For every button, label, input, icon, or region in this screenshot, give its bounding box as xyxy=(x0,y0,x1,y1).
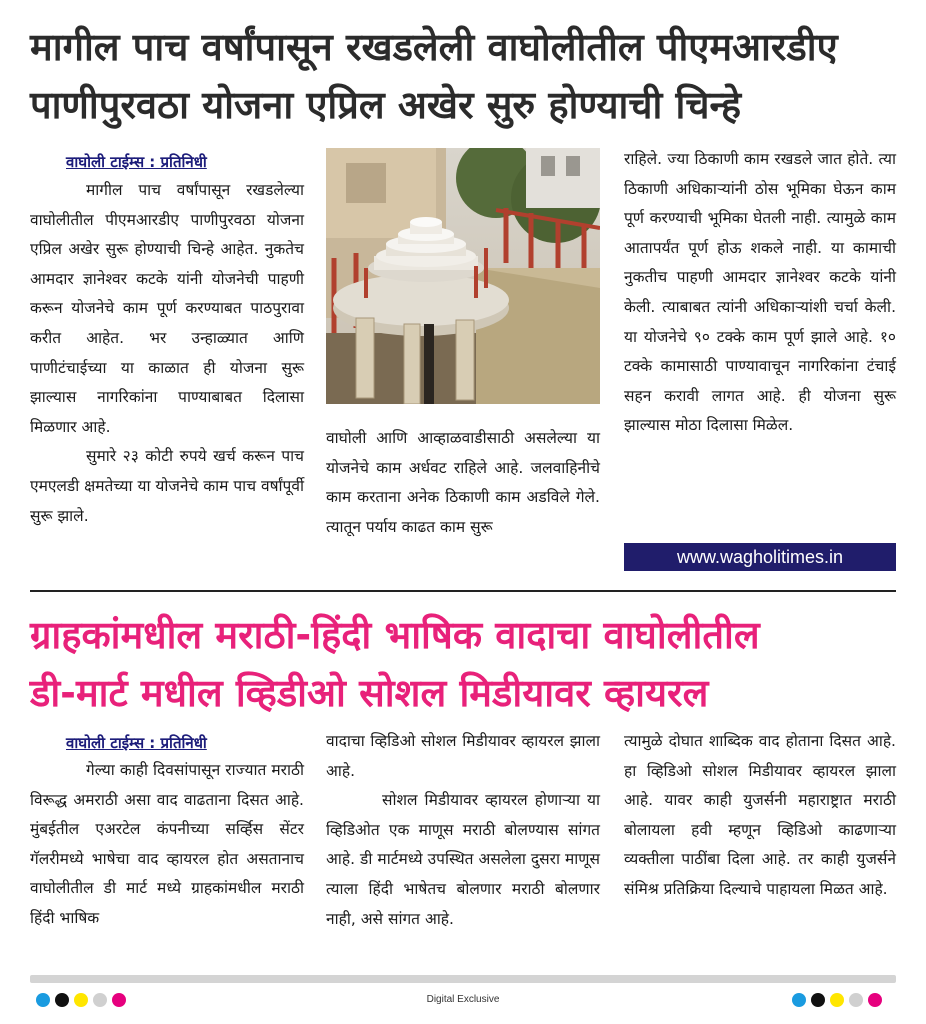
footer-bar xyxy=(30,975,896,983)
article2-headline-line1: ग्राहकांमधील मराठी-हिंदी भाषिक वादाचा वाघोलीतील xyxy=(30,613,760,657)
color-dot xyxy=(792,993,806,1007)
footer-label: Digital Exclusive xyxy=(426,994,500,1005)
water-tank-photo xyxy=(326,148,600,404)
color-dot xyxy=(849,993,863,1007)
article2-col2-paragraph2: सोशल मिडीयावर व्हायरल होणाऱ्या या व्हिडिओत एक माणूस मराठी बोलण्यास सांगत आहे. डी मार्टमध्ये उपस्थित असलेला दुसरा माणूस त्याला हिंदी भाषेतच बोलणार मराठी बोलणार नाही, असे सांगत आहे. xyxy=(326,791,600,928)
article2-column-3 xyxy=(624,727,896,905)
article2-col2-paragraph1: वादाचा व्हिडिओ सोशल मिडीयावर व्हायरल झाला आहे. xyxy=(326,732,600,780)
article2-byline: वाघोली टाईम्स : प्रतिनिधी xyxy=(66,734,207,752)
article1-col2-paragraph: वाघोली आणि आव्हाळवाडीसाठी असलेल्या या योजनेचे काम अर्धवट राहिले आहे. जलवाहिनीचे काम करताना अनेक ठिकाणी काम अडविले गेले. त्यातून पर्याय काढत काम सुरू xyxy=(326,429,600,536)
article2-col1-paragraph: गेल्या काही दिवसांपासून राज्यात मराठी विरूद्ध अमराठी असा वाद वाढताना दिसत आहे. मुंबईतील एअरटेल कंपनीच्या सर्व्हिस सेंटर गॅलरीमध्ये भाषेचा वाद व्हायरल होत असतानाच वाघोलीतील डी मार्ट मध्ये ग्राहकांमधील मराठी हिंदी भाषिक xyxy=(30,761,304,927)
color-dot xyxy=(811,993,825,1007)
article1-headline-line2: पाणीपुरवठा योजना एप्रिल अखेर सुरु होण्याची चिन्हे xyxy=(30,83,742,127)
article1-col1-paragraph2: सुमारे २३ कोटी रुपये खर्च करून पाच एमएलडी क्षमतेच्या या योजनेचे काम पाच वर्षांपूर्वी सुरू झाले. xyxy=(30,447,304,525)
article1-col3-paragraph: राहिले. ज्या ठिकाणी काम रखडले जात होते. त्या ठिकाणी अधिकाऱ्यांनी ठोस भूमिका घेऊन काम पूर्ण करण्याची भूमिका घेतली नाही. त्यामुळे काम आतापर्यंत पूर्ण होऊ शकले नाही. या कामाची नुकतीच पाहणी आमदार ज्ञानेश्वर कटके यांनी केली. त्याबाबत त्यांनी अधिकाऱ्यांशी चर्चा केली. या योजनेचे ९० टक्के काम पूर्ण झाले आहे. १० टक्के कामासाठी पाण्यावाचून नागरिकांना टंचाई सहन करावी लागत आहे. ही योजना सुरू झाल्यास मोठा दिलासा मिळेल. xyxy=(624,150,896,435)
article1-column-3 xyxy=(624,145,896,441)
article2-column-2 xyxy=(326,727,600,934)
website-banner[interactable]: www.wagholitimes.in xyxy=(624,543,896,571)
article1-headline xyxy=(30,18,900,134)
article2-column-1 xyxy=(30,756,304,934)
article1-col1-paragraph1: मागील पाच वर्षांपासून रखडलेल्या वाघोलीतील पीएमआरडीए पाणीपुरवठा योजना एप्रिल अखेर सुरू होण्याची चिन्हे आहेत. नुकतेच आमदार ज्ञानेश्वर कटके यांनी योजनेची पाहणी करून योजनेचे काम पूर्ण करण्याबत पाठपुरावा करीत आहेत. भर उन्हाळ्यात आणि पाणीटंचाईच्या या काळात ही योजना सुरू झाल्यास नागरिकांना पाण्याबाबत दिलासा मिळणार आहे. xyxy=(30,181,304,436)
article1-byline: वाघोली टाईम्स : प्रतिनिधी xyxy=(66,153,207,171)
article2-headline xyxy=(30,606,900,722)
registration-marks-right xyxy=(792,993,882,1007)
color-dot xyxy=(830,993,844,1007)
section-divider xyxy=(30,590,896,592)
article2-headline-line2: डी-मार्ट मधील व्हिडीओ सोशल मिडीयावर व्हायरल xyxy=(30,671,709,715)
color-dot xyxy=(868,993,882,1007)
article1-column-1 xyxy=(30,176,304,531)
article1-column-2 xyxy=(326,424,600,542)
article2-col3-paragraph: त्यामुळे दोघात शाब्दिक वाद होताना दिसत आहे. हा व्हिडिओ सोशल मिडीयावर व्हायरल झाला आहे. यावर काही युजर्सनी महाराष्ट्रात मराठी बोलायला हवी म्हणून व्हिडिओ काढणाऱ्या व्यक्तीला पाठींबा दिला आहे. तर काही युजर्सने संमिश्र प्रतिक्रिया दिल्याचे पाहायला मिळत आहे. xyxy=(624,732,896,898)
article1-headline-line1: मागील पाच वर्षांपासून रखडलेली वाघोलीतील पीएमआरडीए xyxy=(30,25,838,69)
